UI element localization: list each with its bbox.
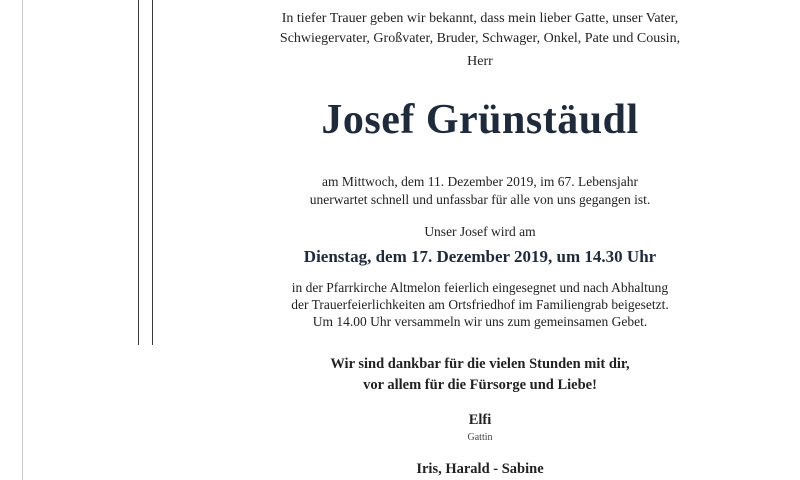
mourning-border-inner-line — [152, 0, 153, 345]
mourner-role: Gattin — [467, 432, 493, 443]
funeral-intro: Unser Josef wird am — [424, 224, 536, 239]
funeral-details-line-2: der Trauerfeierlichkeiten am Ortsfriedhof im Familiengrab beigesetzt. — [291, 297, 669, 312]
funeral-date: Dienstag, dem 17. Dezember 2019, um 14.30 Uhr — [303, 247, 657, 266]
death-info-line-1: am Mittwoch, dem 11. Dezember 2019, im 67. Lebensjahr — [322, 174, 638, 189]
death-info-line-2: unerwartet schnell und unfassbar für alle von uns gegangen ist. — [309, 192, 651, 207]
mourner-name: Iris, Harald - Sabine — [416, 461, 544, 477]
intro-line-2: Schwiegervater, Großvater, Bruder, Schwager, Onkel, Pate und Cousin, — [279, 31, 681, 46]
left-margin-line — [22, 0, 23, 480]
mourner-name: Elfi — [468, 412, 492, 428]
quote-line-1: Wir sind dankbar für die vielen Stunden mit dir, — [330, 356, 630, 372]
quote-line-2: vor allem für die Fürsorge und Liebe! — [363, 377, 597, 393]
deceased-name: Josef Grünstäudl — [321, 97, 639, 143]
salutation: Herr — [467, 54, 493, 69]
funeral-details-line-1: in der Pfarrkirche Altmelon feierlich eingesegnet und nach Abhaltung — [291, 280, 669, 295]
mourning-border-outer-line — [138, 0, 139, 345]
funeral-details-line-3: Um 14.00 Uhr versammeln wir uns zum gemeinsamen Gebet. — [312, 314, 648, 329]
intro-line-1: In tiefer Trauer geben wir bekannt, dass mein lieber Gatte, unser Vater, — [281, 11, 679, 26]
